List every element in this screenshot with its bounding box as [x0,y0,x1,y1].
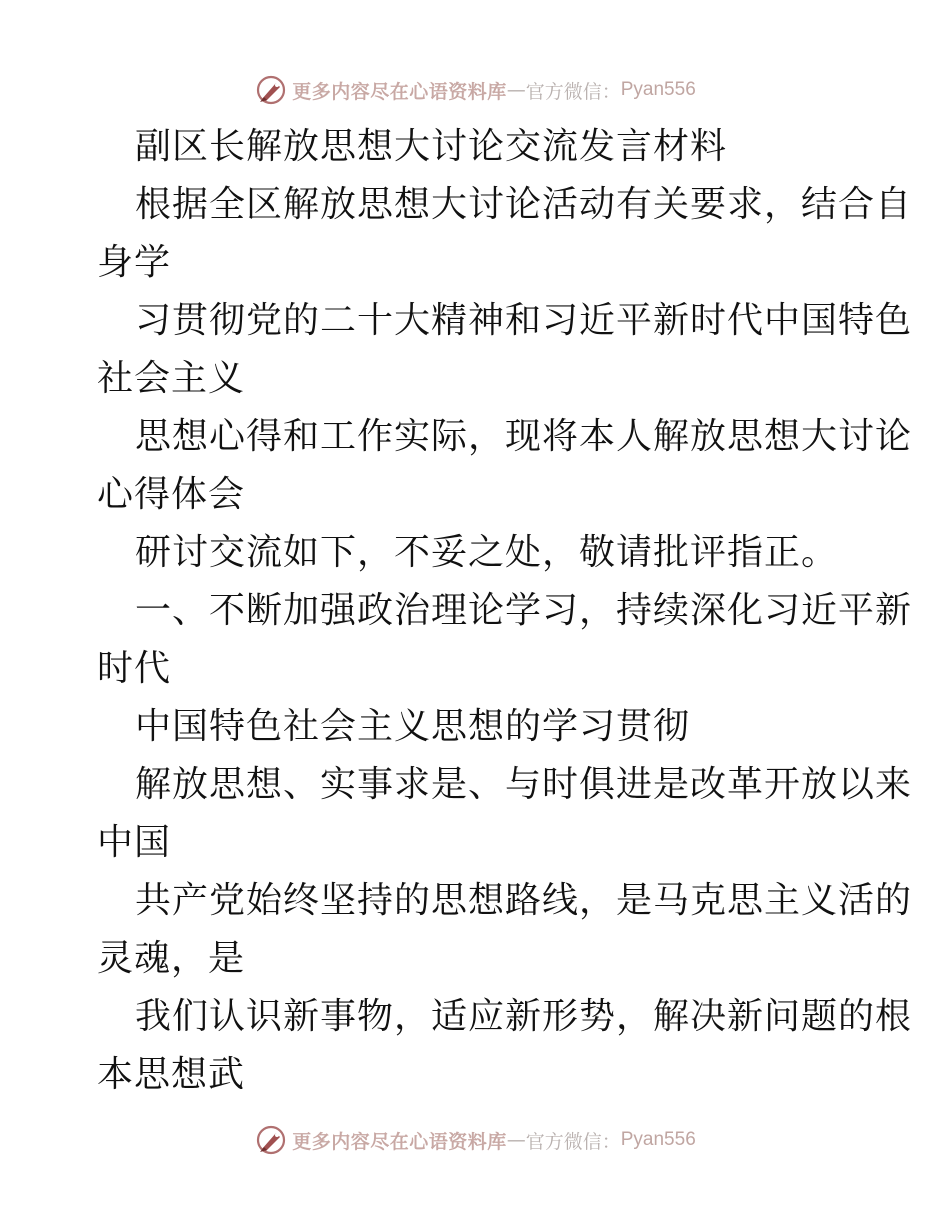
footer-watermark [0,1120,950,1160]
text-line: 思想心得和工作实际，现将本人解放思想大讨论 [135,416,913,457]
pen-nib-logo-icon [254,73,288,107]
watermark-wechat-id: Pyan556 [620,1129,696,1150]
text-line: 我们认识新事物，适应新形势，解决新问题的根 [135,996,913,1037]
text-line: 身学 [97,242,172,283]
text-line: 共产党始终坚持的思想路线，是马克思主义活的 [135,880,913,921]
text-line: 社会主义 [97,358,246,399]
text-line: 本思想武 [97,1054,246,1095]
text-line: 时代 [97,648,172,689]
text-line: 中国 [97,822,172,863]
pen-nib-logo-icon [254,1123,288,1157]
text-line: 灵魂，是 [97,938,246,979]
watermark-text: 更多内容尽在心语资料库 [292,80,507,103]
text-line: 副区长解放思想大讨论交流发言材料 [135,126,728,167]
text-line: 根据全区解放思想大讨论活动有关要求，结合自 [135,184,913,225]
watermark-text: 更多内容尽在心语资料库 [292,1130,507,1153]
text-line: 研讨交流如下，不妥之处，敬请批评指正。 [135,532,839,573]
text-line: 中国特色社会主义思想的学习贯彻 [135,706,691,747]
text-line: 心得体会 [97,474,246,515]
watermark-dash: — [506,79,526,101]
text-line: 一、不断加强政治理论学习，持续深化习近平新 [135,590,913,631]
header-watermark [0,70,950,110]
document-body [97,118,913,1104]
text-line: 解放思想、实事求是、与时俱进是改革开放以来 [135,764,913,805]
watermark-wechat-id: Pyan556 [620,79,696,100]
watermark-wechat-label: 官方微信： [525,80,621,103]
watermark-dash: — [506,1129,526,1151]
watermark-wechat-label: 官方微信： [525,1130,621,1153]
text-line: 习贯彻党的二十大精神和习近平新时代中国特色 [135,300,913,341]
